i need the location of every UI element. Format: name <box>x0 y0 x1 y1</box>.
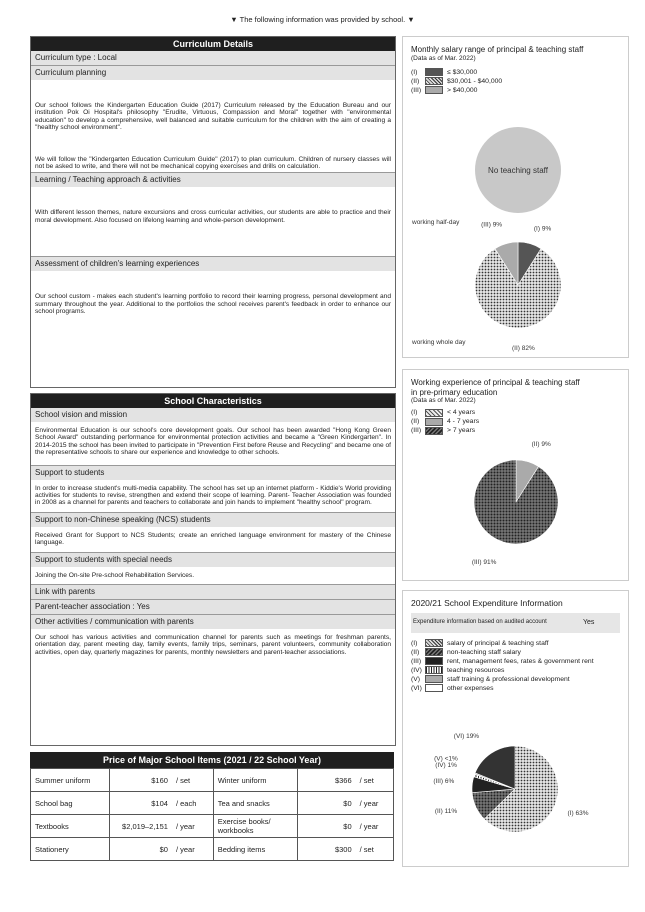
audited-row <box>411 613 620 633</box>
price-value: $2,019–2,151 <box>110 815 172 838</box>
pie-slice-label: (II) 11% <box>434 807 458 815</box>
price-row <box>31 815 394 838</box>
assessment-text: Our school custom - makes each student's learning portfolio to record their learning progress, personal development and summary throughout the year. Additional to the portfolios the school receives parent's feedback in order to enhance our school programs. <box>35 293 391 316</box>
price-unit: / year <box>356 815 394 838</box>
price-value: $0 <box>298 815 356 838</box>
legend-number: (IV) <box>411 666 422 674</box>
half-day-label: working half-day <box>412 219 460 226</box>
pie-slice-label: (V) <1% <box>434 755 458 763</box>
salary-legend <box>403 68 628 95</box>
pie-slice-label: (III) 91% <box>471 558 497 566</box>
legend-number: (III) <box>411 86 422 94</box>
legend-item <box>403 426 628 435</box>
price-item: Stationery <box>31 838 110 861</box>
price-value: $0 <box>110 838 172 861</box>
legend-number: (II) <box>411 648 420 656</box>
assessment-label: Assessment of children's learning experiences <box>31 256 395 271</box>
price-unit: / each <box>172 792 213 815</box>
legend-swatch <box>425 666 443 674</box>
pta-status: Parent-teacher association : Yes <box>31 599 395 614</box>
experience-panel <box>402 369 629 581</box>
price-value: $104 <box>110 792 172 815</box>
price-item: Summer uniform <box>31 769 110 792</box>
price-row <box>31 838 394 861</box>
expenditure-chart <box>403 731 628 861</box>
price-unit: / year <box>172 815 213 838</box>
legend-label: > 7 years <box>447 427 476 434</box>
other-activities-text: Our school has various activities and communication channel for parents such as meetings for freshman parents, orientation day, parent meeting day, family events, family trips, seminars, parent volunteers, community collaboration activities, open day, quarterly magazines for parents, monthly newsletters and parent-teacher associations. <box>35 634 391 656</box>
price-row <box>31 792 394 815</box>
whole-day-label: working whole day <box>412 339 466 346</box>
legend-label: rent, management fees, rates & government rent <box>447 657 594 665</box>
price-item: School bag <box>31 792 110 815</box>
legend-swatch <box>425 68 443 76</box>
legend-label: < 4 years <box>447 409 476 416</box>
legend-number: (II) <box>411 77 420 85</box>
approach-text: With different lesson themes, nature excursions and cross curricular activities, our students are able to practice and their moral development. Also focused on lifelong learning and whole-person development. <box>35 209 391 224</box>
price-item: Winter uniform <box>213 769 297 792</box>
price-title: Price of Major School Items (2021 / 22 School Year) <box>30 752 394 768</box>
expenditure-title: 2020/21 School Expenditure Information <box>411 598 563 608</box>
legend-item <box>403 675 628 684</box>
legend-swatch <box>425 648 443 656</box>
characteristics-section <box>30 393 396 746</box>
approach-label: Learning / Teaching approach & activities <box>31 172 395 187</box>
legend-number: (II) <box>411 418 420 425</box>
provided-by-school-note: ▼ The following information was provided by school. ▼ <box>230 15 415 24</box>
expenditure-panel <box>402 590 629 867</box>
salary-subtitle: (Data as of Mar. 2022) <box>411 54 476 62</box>
salary-charts <box>403 112 628 352</box>
support-text: In order to increase student's multi-media capability. The school has set up an internet platform - Kiddie's World providing activities for students to revise, strengthen and extend their scope of learning. Parent- Teacher Association was founded in 2008 as a channel for parents and teachers to collaborate and join hands to implement "healthy school" program. <box>35 484 391 507</box>
legend-item <box>403 417 628 426</box>
experience-chart <box>403 441 628 566</box>
salary-title: Monthly salary range of principal & teaching staff <box>411 45 584 54</box>
legend-label: > $40,000 <box>447 86 478 94</box>
whole-day-pie <box>475 221 561 352</box>
legend-label: staff training & professional development <box>447 675 570 683</box>
legend-item <box>403 648 628 657</box>
expenditure-legend <box>403 639 628 693</box>
legend-label: teaching resources <box>447 666 505 674</box>
legend-label: salary of principal & teaching staff <box>447 639 549 647</box>
legend-number: (III) <box>411 427 422 434</box>
link-label: Link with parents <box>31 584 395 599</box>
legend-item <box>403 639 628 648</box>
price-unit: / set <box>172 769 213 792</box>
price-unit: / set <box>356 769 394 792</box>
price-unit: / set <box>356 838 394 861</box>
legend-swatch <box>425 675 443 683</box>
pie-slice-label: (I) 63% <box>567 810 589 818</box>
legend-swatch <box>425 77 443 85</box>
price-item: Tea and snacks <box>213 792 297 815</box>
price-item: Textbooks <box>31 815 110 838</box>
no-teaching-staff-text: No teaching staff <box>488 166 548 175</box>
pie-slice-label: (II) 82% <box>512 345 535 352</box>
legend-label: ≤ $30,000 <box>447 68 478 76</box>
price-value: $366 <box>298 769 356 792</box>
price-unit: / year <box>356 792 394 815</box>
legend-item <box>403 666 628 675</box>
pie-slice-label: (IV) 1% <box>435 762 457 770</box>
legend-label: 4 - 7 years <box>447 418 480 425</box>
characteristics-title: School Characteristics <box>31 394 395 408</box>
legend-number: (III) <box>411 657 422 665</box>
price-section <box>30 752 394 861</box>
pie-slice <box>474 460 558 544</box>
legend-number: (I) <box>411 409 418 416</box>
curriculum-planning-text-1: Our school follows the Kindergarten Education Guide (2017) Curriculum released by the Education Bureau and our institution Pok Oi Hospital's philosophy "Erudite, Virtuous, Compassion and Moral" together with "environmental education" to develop a comprehensive, well balanced and suitable curriculum for the children with the aim of creating a "healthy school environment". <box>35 102 391 132</box>
experience-title-2: in pre-primary education <box>411 387 498 397</box>
legend-swatch <box>425 86 443 94</box>
price-item: Exercise books/ workbooks <box>213 815 297 838</box>
other-activities-label: Other activities / communication with parents <box>31 614 395 629</box>
pie-slice-label: (III) 6% <box>433 778 455 786</box>
legend-swatch <box>425 639 443 647</box>
legend-number: (I) <box>411 68 418 76</box>
price-table <box>30 768 394 861</box>
pie-slice-label: (III) 9% <box>481 221 503 229</box>
price-value: $300 <box>298 838 356 861</box>
curriculum-planning-label: Curriculum planning <box>31 65 395 80</box>
legend-item <box>403 684 628 693</box>
experience-subtitle: (Data as of Mar. 2022) <box>411 397 476 404</box>
price-item: Bedding items <box>213 838 297 861</box>
curriculum-planning-text-2: We will follow the "Kindergarten Education Curriculum Guide" (2017) to plan curriculum. Children of nursery classes will not be asked to write, and there will not be mechanical copying exercises and drills on calculation. <box>35 155 391 171</box>
price-row <box>31 769 394 792</box>
pie-slice-label: (II) 9% <box>531 441 551 449</box>
legend-swatch <box>425 684 443 692</box>
legend-label: non-teaching staff salary <box>447 648 521 656</box>
curriculum-type: Curriculum type : Local <box>31 51 395 65</box>
experience-title-1: Working experience of principal & teaching staff <box>411 378 580 387</box>
legend-swatch <box>425 418 443 426</box>
legend-swatch <box>425 427 443 435</box>
support-label: Support to students <box>31 465 395 480</box>
salary-panel <box>402 36 629 358</box>
sen-text: Joining the On-site Pre-school Rehabilitation Services. <box>35 571 195 579</box>
price-value: $160 <box>110 769 172 792</box>
experience-legend <box>403 408 628 435</box>
legend-item <box>403 68 628 77</box>
pie-slice-label: (VI) 19% <box>453 732 480 740</box>
legend-item <box>403 657 628 666</box>
ncs-text: Received Grant for Support to NCS Students; create an enriched language environment for mastery of the Chinese language. <box>35 531 391 547</box>
vision-label: School vision and mission <box>31 408 395 422</box>
audited-value: Yes <box>583 619 595 626</box>
legend-number: (V) <box>411 675 421 683</box>
ncs-label: Support to non-Chinese speaking (NCS) students <box>31 512 395 527</box>
audited-label: Expenditure information based on audited account <box>413 619 547 625</box>
curriculum-section <box>30 36 396 388</box>
legend-label: other expenses <box>447 684 494 692</box>
legend-item <box>403 408 628 417</box>
legend-swatch <box>425 657 443 665</box>
sen-label: Support to students with special needs <box>31 552 395 567</box>
curriculum-title: Curriculum Details <box>31 37 395 51</box>
legend-number: (I) <box>411 639 418 647</box>
legend-label: $30,001 - $40,000 <box>447 77 503 85</box>
legend-item <box>403 86 628 95</box>
pie-slice-label: (I) 9% <box>533 225 552 233</box>
legend-item <box>403 77 628 86</box>
legend-swatch <box>425 409 443 417</box>
price-unit: / year <box>172 838 213 861</box>
vision-text: Environmental Education is our school's core development goals. Our school has been awarded "Hong Kong Green School Award" outstanding performance for environmental protection activities and became a "Green Kindergarten". In 2014-2015 the school has been invited to participate in "Prevention First before Reuse and Recycling" and became one of the representative schools to share our experience and knowledge to other schools. <box>35 427 391 457</box>
legend-number: (VI) <box>411 684 422 692</box>
price-value: $0 <box>298 792 356 815</box>
